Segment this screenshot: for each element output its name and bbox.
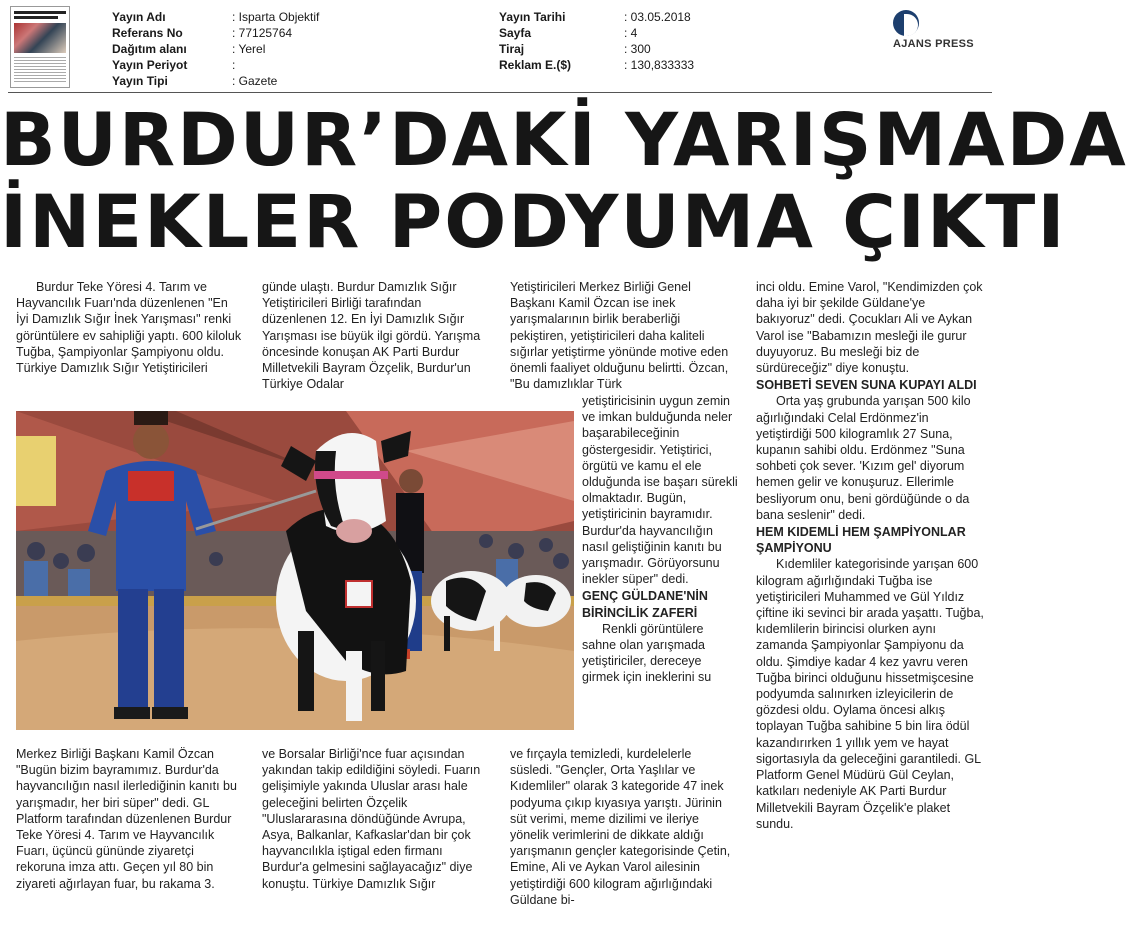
column-4: inci oldu. Emine Varol, "Kendimizden çok daha iyi bir şekilde Güldane'ye bakıyoruz" dedi. Çocukları Ali ve Aykan Varol ise "Babamızın mesleği ile gurur duyuyoruz. Bu mesleği biz de sürdüreceğiz" diye konuştu. SOHBETİ SEVEN SUNA KUPAYI ALDI Orta yaş grubunda yarışan 500 kilo ağırlığındaki Celal Erdönmez'in yetiştirdiği 500 kilogramlık 27 Suna, kupanın sahibi oldu. Erdönmez "Suna sohbeti çok sever. 'Kızım gel' diyorum hemen gelir ve konuşuruz. Ellerimle besliyorum onu, beni gördüğünde o da bana seslenir" dedi. HEM KIDEMLİ HEM ŞAMPİYONLAR ŞAMPİYONU Kıdemliler kategorisinde yarışan 600 kilogram ağırlığındaki Tuğba ise yetiştiricileri Muhammed ve Gül Yıldız çiftine iki sevinci bir arada yaşattı. Tuğba, kıdemlilerin birincisi olurken aynı zamanda Şampiyonlar Şampiyonu da oldu. Şimdiye kadar 4 kez yavru veren Tuğba birinci olduğunu hissetmişcesine podyumda salınırken izleyicilerin de gözdesi oldu. Oylama öncesi alkış toplayan Tuğba sahibine 5 bin lira ödül kazandırırken 1 yıllık yem ve hayat sigortasıyla da geleceğini garantiledi. GL Platform Genel Müdürü Gül Ceylan, katkıları nedeniyle AK Parti Burdur Milletvekili Bayram Özçelik'e plaket sundu. — [756, 280, 984, 831]
column-3-bottom: ve fırçayla temizledi, kurdelelerle süsledi. "Gençler, Orta Yaşlılar ve Kıdemliler" olarak 3 kategoride 47 inek podyuma çıkıp kıyasıya yarıştı. Jürinin süt verimi, meme dizilimi ve ileriye yönelik verimlerini de dikkate aldığı yarışmanın gençler kategorisinde Çetin, Emine, Ali ve Aykan Varol ailesinin yetiştirdiği 600 kilogram ağırlığındaki Güldane bi- — [510, 747, 731, 907]
subheading-tugba: HEM KIDEMLİ HEM ŞAMPİYONLAR ŞAMPİYONU — [756, 525, 966, 556]
column-3-beside-photo: yetiştiricisinin uygun zemin ve imkan bulduğunda neler başarabileceğinin göstergesidir. Yetiştirici, örgütü ve kamu el ele olduğunda ise başarı sürekli olmaktadır. Bugün, yetiştiricinin bayramıdır. Burdur'da hayvancılığın nasıl geliştiğinin kanıtı bu yarışmadır. Görüyorsunu inekler süper" dedi. GENÇ GÜLDANE'NİN BİRİNCİLİK ZAFERİ Renkli görüntülere sahne olan yarışmada yetiştiriciler, dereceye girmek için ineklerini su — [582, 394, 738, 685]
article-photo[interactable] — [16, 411, 574, 730]
ajans-press-logo — [893, 10, 993, 52]
ajans-press-logo-icon — [893, 10, 919, 36]
column-1-top: Burdur Teke Yöresi 4. Tarım ve Hayvancılık Fuarı'nda düzenlenen "En İyi Damızlık Sığır İnek Yarışması" renki görüntülere ev sahipliği yaptı. 600 kiloluk Tuğba, Şampiyonlar Şampiyonu oldu. Türkiye Damızlık Sığır Yetiştiricileri — [16, 280, 242, 376]
headline-line-2: İNEKLER PODYUMA ÇIKTI — [0, 180, 1067, 265]
column-2-top: günde ulaştı. Burdur Damızlık Sığır Yetiştiricileri Birliği tarafından düzenlenen 12. En İyi Damızlık Sığır Yarışması ise büyük ilgi gördü. Yarışma öncesinde konuşan AK Parti Burdur Milletvekili Bayram Özçelik, Burdur'un Türkiye Odalar — [262, 280, 481, 392]
column-1-bottom: Merkez Birliği Başkanı Kamil Özcan "Bugün bizim bayramımız. Burdur'da hayvancılığın nasıl ilerlediğinin kanıtı bu yarışmadır, her biri süper" dedi. GL Platform tarafından düzenlenen Burdur Teke Yöresi 4. Tarım ve Hayvancılık Fuarı, üçüncü gününde ziyaretçi rekoruna imza attı. Geçen yıl 80 bin ziyareti ağırlayan fuar, bu rakama 3. — [16, 747, 237, 891]
subheading-guldane: GENÇ GÜLDANE'NİN BİRİNCİLİK ZAFERİ — [582, 589, 708, 620]
page-thumbnail[interactable] — [10, 6, 70, 88]
logo-text: AJANS PRESS — [893, 38, 974, 50]
column-2-bottom: ve Borsalar Birliği'nce fuar açısından yakından takip edildiğini söyledi. Fuarın gelişimiyle yakında Uluslar arası hale geleceğini belirten Özçelik "Uluslararasına döndüğünde Avrupa, Asya, Balkanlar, Kafkaslar'dan bir çok hayvancılıkla iştigal eden firmanı Burdur'a gelmesini sağlayacağız" diye konuştu. Türkiye Damızlık Sığır — [262, 747, 481, 891]
headline — [0, 98, 1128, 265]
headline-line-1: BURDUR’DAKİ YARIŞMADA — [0, 98, 1128, 183]
column-3-top: Yetiştiricileri Merkez Birliği Genel Başkanı Kamil Özcan ise inek yarışmalarının birlik beraberliği pekiştiren, yetiştiricileri daha kaliteli sığırlar yetiştirme yönünde motive eden önemli faaliyet olduğunu belirtti. Özcan, "Bu damızlıklar Türk — [510, 280, 729, 392]
clipping-header: Yayın Adı : Isparta Objektif Referans No : 77125764 Dağıtım alanı : Yerel Yayın Periyot : Yayın Tipi : Gazete Yayın Tarihi : 03.05.2018 Sayfa : 4 Tiraj : 300 Reklam E.($) : 130,833333 AJANS PRESS — [0, 0, 1000, 92]
subheading-suna: SOHBETİ SEVEN SUNA KUPAYI ALDI — [756, 378, 977, 393]
cow-show-photo-icon — [16, 411, 574, 730]
header-divider — [8, 92, 992, 93]
